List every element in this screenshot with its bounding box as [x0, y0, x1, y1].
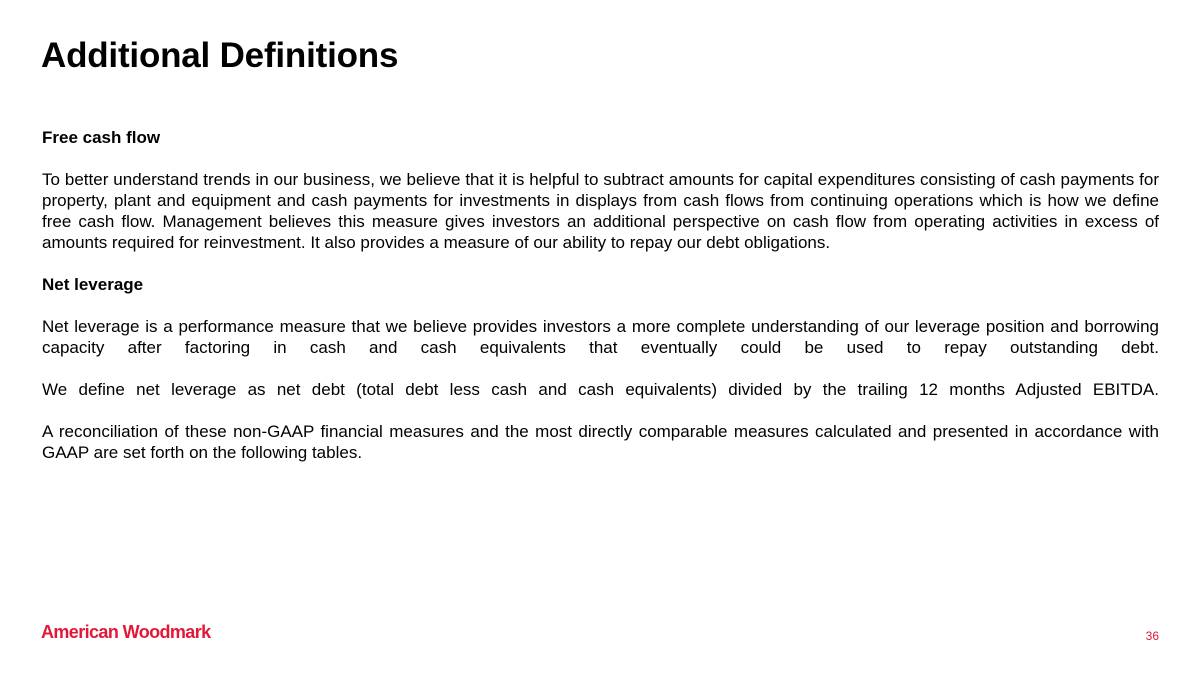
- net-leverage-description: Net leverage is a performance measure that we believe provides investors a more complete understanding of our leverage position and borrowing capacity after factoring in cash and cash equivalents that eventually could be used to repay outstanding debt.: [42, 317, 1159, 357]
- page-number: 36: [1145, 629, 1159, 643]
- reconciliation-note: A reconciliation of these non-GAAP financial measures and the most directly comparable measures calculated and presented in accordance with GAAP are set forth on the following tables.: [42, 422, 1159, 462]
- section-heading-net-leverage: Net leverage: [42, 275, 144, 294]
- brand-logo: American Woodmark: [41, 622, 211, 642]
- slide-content: [42, 127, 1159, 484]
- free-cash-flow-definition: To better understand trends in our business, we believe that it is helpful to subtract amounts for capital expenditures consisting of cash payments for property, plant and equipment and cash payments for investments in displays from cash flows from continuing operations which is how we define free cash flow. Management believes this measure gives investors an additional perspective on cash flow from operating activities in excess of amounts required for reinvestment. It also provides a measure of our ability to repay our debt obligations.: [42, 170, 1159, 252]
- page-title: Additional Definitions: [41, 36, 399, 75]
- net-leverage-definition: We define net leverage as net debt (total debt less cash and cash equivalents) divided by the trailing 12 months Adjusted EBITDA.: [42, 380, 1159, 399]
- section-heading-free-cash-flow: Free cash flow: [42, 128, 161, 147]
